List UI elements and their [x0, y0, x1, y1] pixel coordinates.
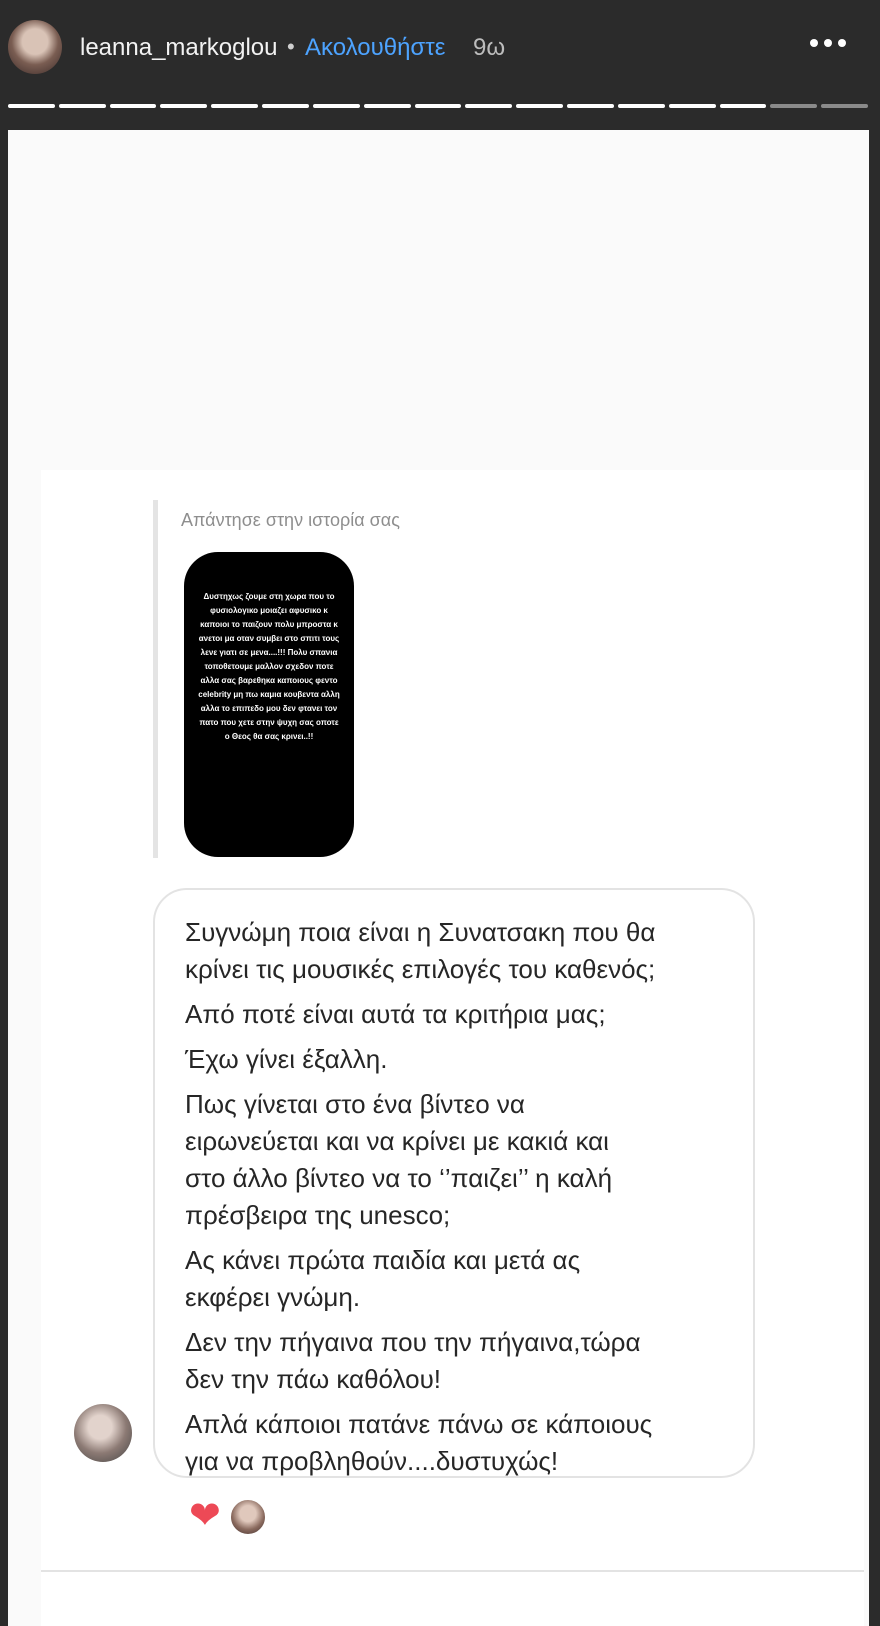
progress-segment: [618, 104, 665, 108]
progress-segment: [364, 104, 411, 108]
message-paragraph: Από ποτέ είναι αυτά τα κριτήρια μας;: [185, 999, 606, 1029]
progress-segment: [516, 104, 563, 108]
message-paragraph: Έχω γίνει έξαλλη.: [185, 1044, 388, 1074]
message-paragraph: Απλά κάποιοι πατάνε πάνω σε κάποιους για να προβληθούν....δυστυχώς!: [185, 1409, 653, 1476]
progress-segment: [110, 104, 157, 108]
message-paragraph: Ας κάνει πρώτα παιδία και μετά ας εκφέρει γνώμη.: [185, 1245, 581, 1312]
more-options-icon[interactable]: [810, 28, 860, 58]
profile-avatar[interactable]: [8, 20, 62, 74]
divider: [41, 1570, 864, 1572]
progress-segment: [160, 104, 207, 108]
heart-icon: ❤: [189, 1495, 221, 1537]
follow-button[interactable]: Ακολουθήστε: [305, 34, 446, 61]
progress-segment: [211, 104, 258, 108]
progress-segment: [567, 104, 614, 108]
story-progress-bar: [8, 104, 868, 108]
reply-label: Απάντησε στην ιστορία σας: [181, 510, 400, 530]
dm-screenshot-card: [41, 470, 864, 1626]
progress-segment: [8, 104, 55, 108]
progress-segment: [770, 104, 817, 108]
progress-segment: [262, 104, 309, 108]
username[interactable]: leanna_markoglou: [80, 34, 278, 61]
progress-segment: [59, 104, 106, 108]
progress-segment: [465, 104, 512, 108]
progress-segment: [720, 104, 767, 108]
message-paragraph: Πως γίνεται στο ένα βίντεο να ειρωνεύεται και να κρίνει με κακιά και στο άλλο βίντεο να το ‘’παιζει’’ η καλή πρέσβειρα της unesco;: [185, 1089, 613, 1230]
message-paragraph: Δεν την πήγαινα που την πήγαινα,τώρα δεν την πάω καθόλου!: [185, 1327, 641, 1394]
progress-segment: [669, 104, 716, 108]
story-thumbnail-text: Δυστηχως ζουμε στη χωρα που το φυσιολογικο μοιαζει αφυσικο κ καποιοι το παιζουν πολυ μπροστα κ ανετοι μα οταν συμβει στο σπιτι τους λενε γιατι σε μενα....!!! Πολυ σπανια τοποθετουμε μαλλον σχεδον ποτε αλλα σας βαρεθηκα καποιους φεντο celebrity μη πω καμια κουβεντα αλλη αλλα το επιπεδο μου δεν φτανει τον πατο που χετε στην ψυχη σας οποτε ο Θεος θα σας κρινει..!!: [198, 592, 340, 741]
message-paragraph: Συγνώμη ποια είναι η Συνατσακη που θα κρίνει τις μουσικές επιλογές του καθενός;: [185, 917, 656, 984]
progress-segment: [415, 104, 462, 108]
post-time: 9ω: [473, 34, 506, 61]
sender-avatar: [74, 1404, 132, 1462]
progress-segment: [821, 104, 868, 108]
story-reply-thumbnail: [184, 552, 354, 857]
reactor-avatar: [229, 1498, 267, 1536]
story-header: [0, 0, 880, 100]
progress-segment: [313, 104, 360, 108]
reply-quote-line: [153, 500, 158, 858]
story-content[interactable]: [8, 130, 869, 1626]
separator-dot: •: [287, 34, 295, 59]
message-bubble: [153, 888, 755, 1478]
